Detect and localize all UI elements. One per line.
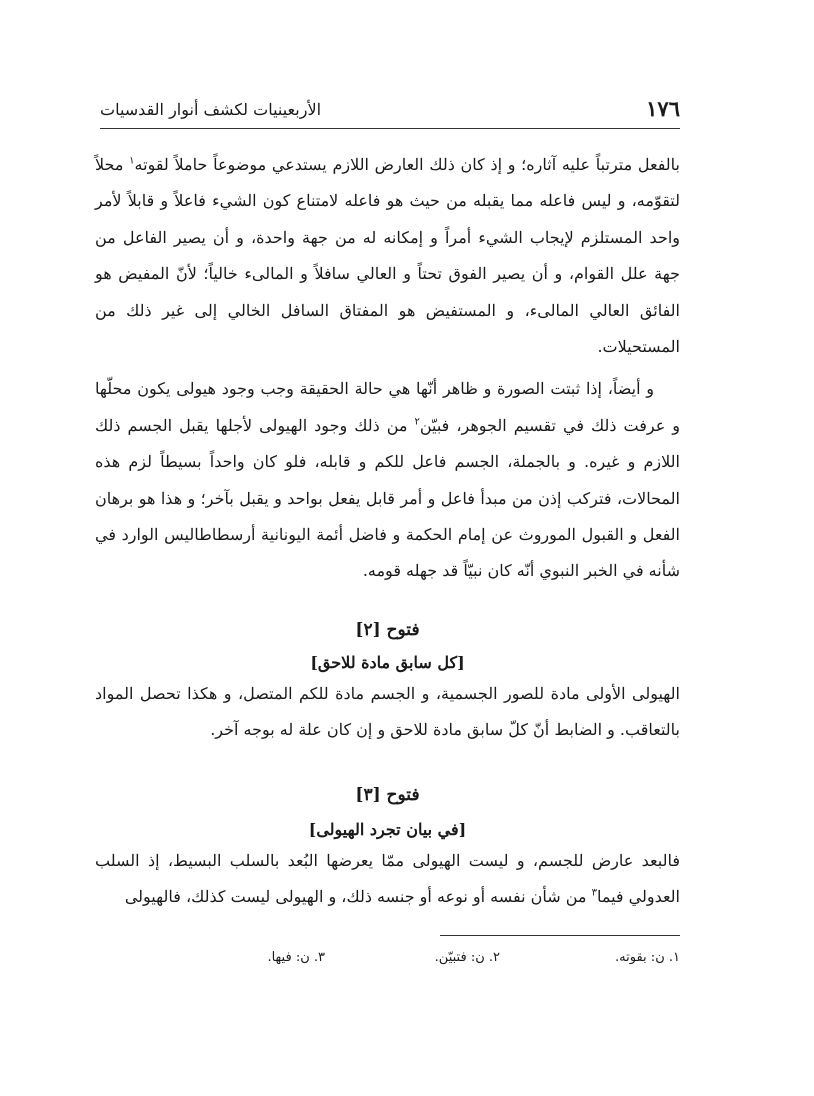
footnote-3: ٣. ن: فيها. — [267, 950, 325, 965]
footnote-2: ٢. ن: فتبيّن. — [434, 950, 500, 965]
footnote-1: ١. ن: بقوته. — [615, 950, 680, 965]
section-3-title: فتوح [٣] — [355, 784, 420, 805]
footnote-marker-3: ٣ — [591, 887, 597, 899]
header-rule — [100, 128, 680, 129]
paragraph-1-text-b: محلاً لتقوّمه، و ليس فاعله مما يقبله من حيث هو فاعله لامتناع كون الشيء فاعلاً و قابلاً لأمر واحد المستلزم لإيجاب الشيء أمراً و إمكانه له من جهة واحدة، و أن يصير الفاعل من جهة علل القوام، و أن يصير الفوق تحتاً و العالي سافلاً و المالىء خالياً؛ لأنّ المفيض هو الفائق العالي المالىء، و المستفيض هو المفتاق السافل الخالي إلى غير ذلك من المستحيلات. — [95, 155, 680, 357]
paragraph-1 — [95, 147, 680, 365]
main-text — [95, 147, 680, 916]
section-2-title: فتوح [٢] — [355, 619, 420, 640]
section-3-text-a: فالبعد عارض للجسم، و ليست الهيولى ممّا يعرضها البُعد بالسلب البسيط، إذ السلب العدولي فيما — [95, 850, 680, 907]
page-header — [100, 96, 680, 126]
footnote-marker-1: ١ — [129, 155, 135, 167]
footnotes — [100, 947, 680, 971]
paragraph-2 — [95, 371, 680, 589]
section-2-text: الهيولى الأولى مادة للصور الجسمية، و الجسم مادة للكم المتصل، و هكذا تحصل المواد بالتعاقب. و الضابط أنّ كلّ سابق مادة للاحق و إن كان علة له بوجه آخر. — [95, 683, 680, 740]
paragraph-1-text-a: بالفعل مترتباً عليه آثاره؛ و إذ كان ذلك العارض اللازم يستدعي موضوعاً حاملاً لقوته — [134, 155, 681, 174]
paragraph-2-text-a: و أيضاً، إذا ثبتت الصورة و ظاهر أنّها هي حالة الحقيقة وجب وجود هيولى يكون محلّها و عرفت ذلك في تقسيم الجوهر، فبيّن — [95, 379, 680, 435]
page-number: ١٧٦ — [646, 96, 680, 121]
footnote-marker-2: ٢ — [414, 416, 420, 428]
section-3-text-b: من شأن نفسه أو نوعه أو جنسه ذلك، و الهيولى ليست كذلك، فالهيولى — [124, 887, 592, 907]
paragraph-2-text-b: من ذلك وجود الهيولى لأجلها يقبل الجسم ذلك اللازم و غيره. و بالجملة، الجسم فاعل للكم و قابله، فلو كان واحداً بسيطاً لزم هذه المحالات، فتركب إذن من مبدأ فاعل و أمر قابل يفعل بواحد و يقبل بآخر؛ و هذا هو برهان الفعل و القبول الموروث عن إمام الحكمة و فاضل أئمة اليونانية أرسطاطاليس الوارد في شأنه في الخبر النبوي أنّه كان نبيّاً قد جهله قومه. — [95, 415, 680, 581]
running-title: الأربعينيات لكشف أنوار القدسيات — [100, 100, 322, 119]
section-3-subtitle: [في بيان تجرد الهيولى] — [308, 819, 467, 839]
section-3-text — [95, 843, 680, 916]
footnote-rule — [440, 935, 680, 936]
section-2-subtitle: [كل سابق مادة للاحق] — [310, 652, 465, 672]
